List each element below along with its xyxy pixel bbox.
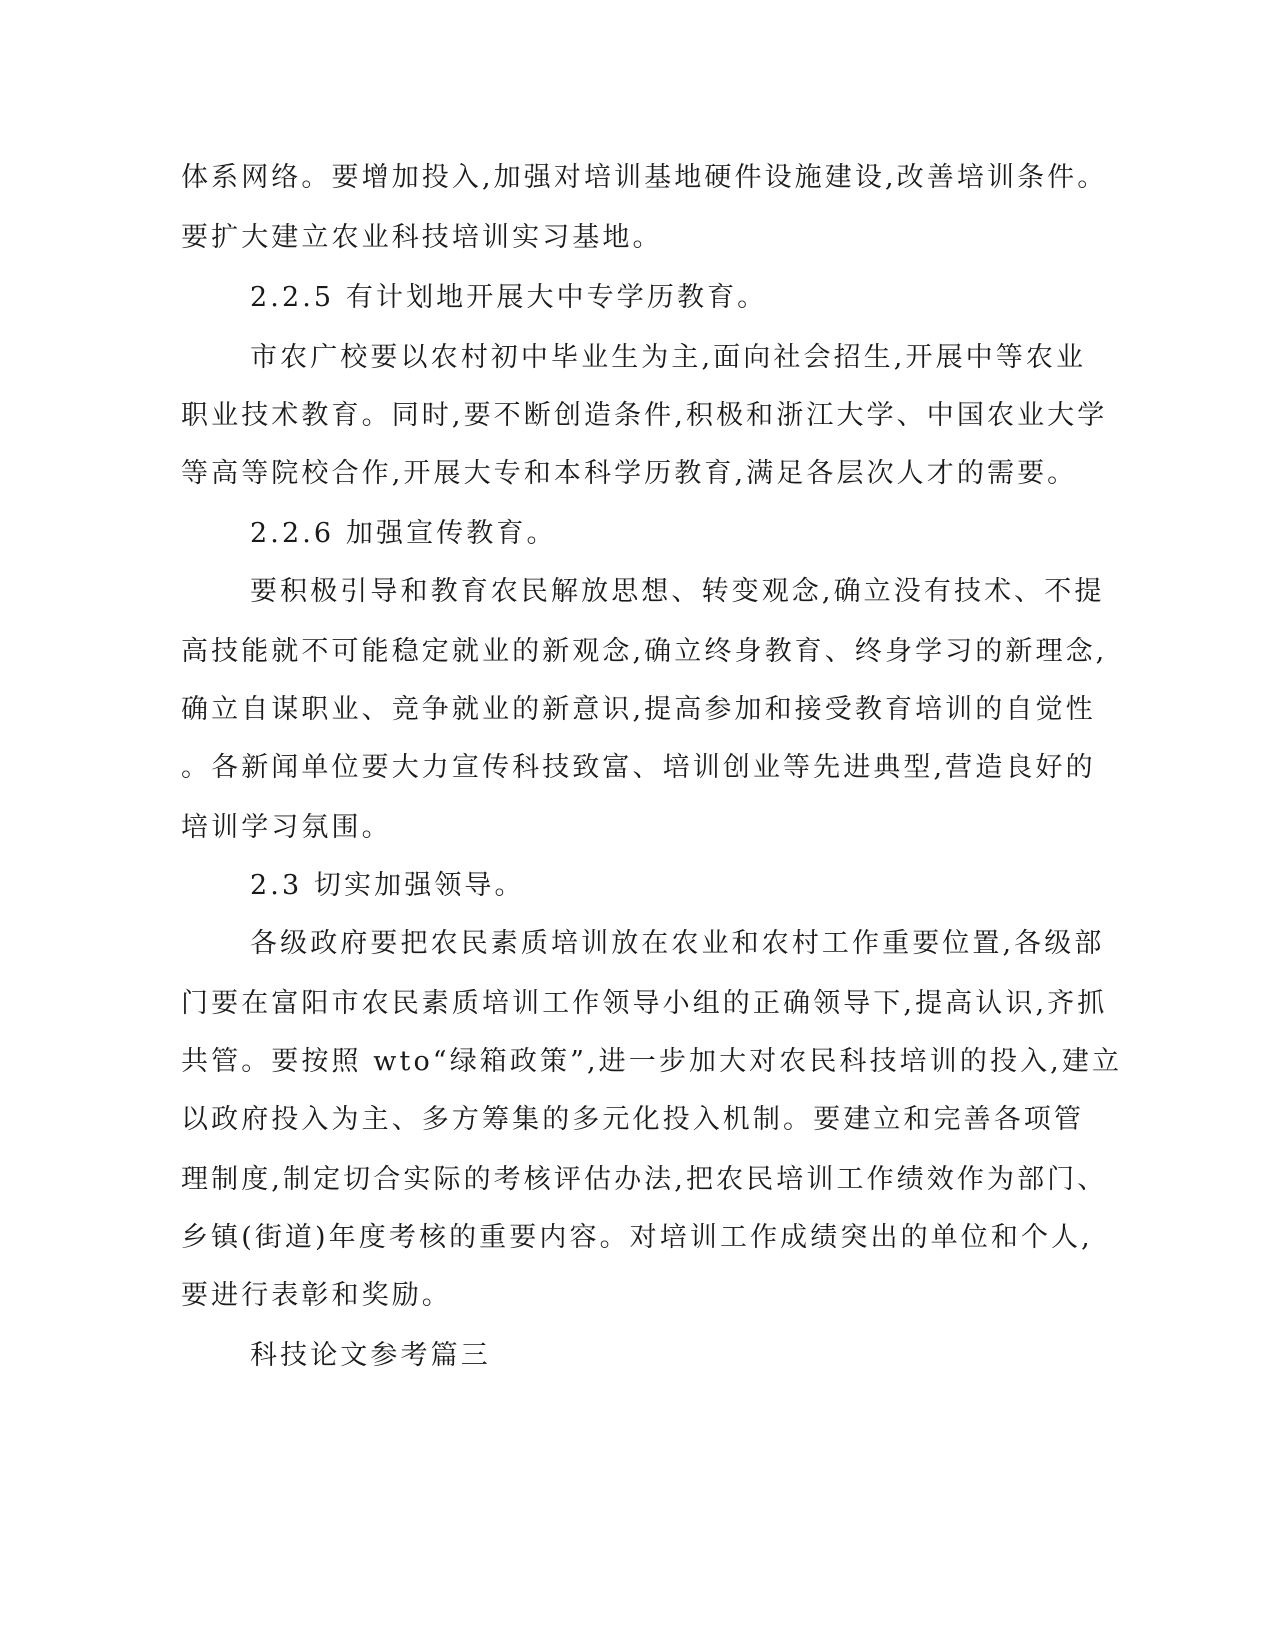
body-text-line: 乡镇(街道)年度考核的重要内容。对培训工作成绩突出的单位和个人, — [181, 1222, 1093, 1253]
body-text-line: 高技能就不可能稳定就业的新观念,确立终身教育、终身学习的新理念, — [181, 636, 1108, 667]
body-text-line: 各级政府要把农民素质培训放在农业和农村工作重要位置,各级部 — [250, 928, 1105, 959]
body-text-line: 理制度,制定切合实际的考核评估办法,把农民培训工作绩效作为部门、 — [181, 1164, 1108, 1195]
body-text-line: 确立自谋职业、竞争就业的新意识,提高参加和接受教育培训的自觉性 — [181, 694, 1096, 725]
body-text-line: 门要在富阳市农民素质培训工作领导小组的正确领导下,提高认识,齐抓 — [181, 988, 1108, 1019]
body-text-line: 要进行表彰和奖励。 — [181, 1280, 452, 1311]
body-text-line: 。各新闻单位要大力宣传科技致富、培训创业等先进典型,营造良好的 — [181, 752, 1096, 783]
body-text-line: 共管。要按照 wto“绿箱政策”,进一步加大对农民科技培训的投入,建立 — [181, 1046, 1123, 1077]
section-heading: 2.3 切实加强领导。 — [250, 870, 525, 901]
body-text-line: 市农广校要以农村初中毕业生为主,面向社会招生,开展中等农业 — [250, 342, 1087, 373]
body-text-line: 体系网络。要增加投入,加强对培训基地硬件设施建设,改善培训条件。 — [181, 162, 1108, 193]
body-text-line: 职业技术教育。同时,要不断创造条件,积极和浙江大学、中国农业大学 — [181, 400, 1108, 431]
section-heading: 科技论文参考篇三 — [250, 1340, 491, 1371]
body-text-line: 要扩大建立农业科技培训实习基地。 — [181, 222, 663, 253]
body-text-line: 要积极引导和教育农民解放思想、转变观念,确立没有技术、不提 — [250, 576, 1105, 607]
section-heading: 2.2.5 有计划地开展大中专学历教育。 — [250, 282, 768, 313]
body-text-line: 培训学习氛围。 — [181, 812, 392, 843]
section-heading: 2.2.6 加强宣传教育。 — [250, 518, 557, 549]
body-text-line: 以政府投入为主、多方筹集的多元化投入机制。要建立和完善各项管 — [181, 1104, 1084, 1135]
body-text-line: 等高等院校合作,开展大专和本科学历教育,满足各层次人才的需要。 — [181, 458, 1078, 489]
